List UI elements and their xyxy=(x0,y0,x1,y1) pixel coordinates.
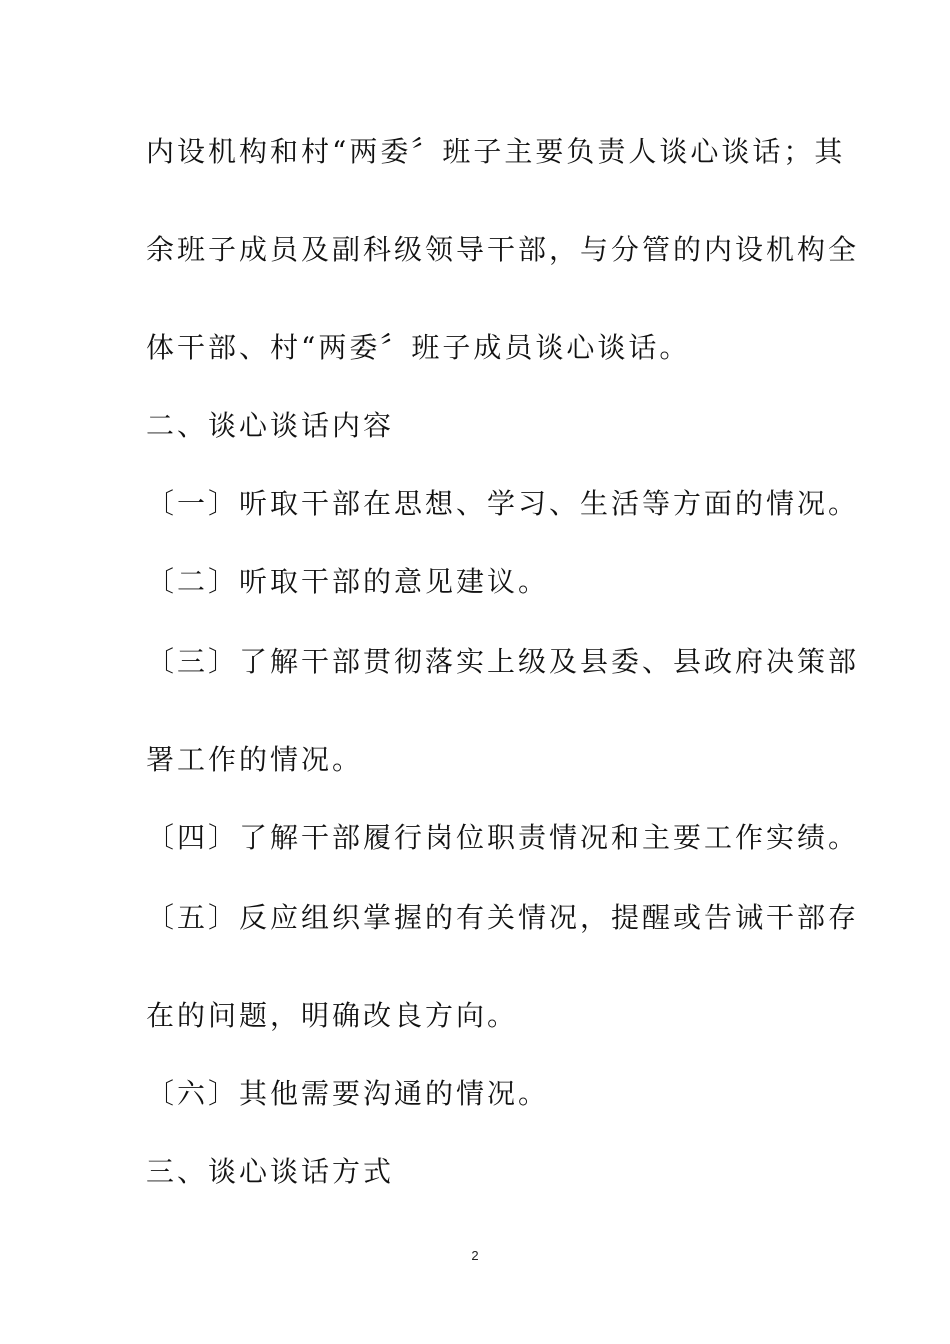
page-number: 2 xyxy=(471,1248,479,1263)
list-item: 〔五〕反应组织掌握的有关情况，提醒或告诫干部存 xyxy=(146,901,860,934)
list-item: 〔二〕听取干部的意见建议。 xyxy=(146,565,550,598)
list-item: 〔六〕其他需要沟通的情况。 xyxy=(146,1077,550,1110)
list-item: 〔一〕听取干部在思想、学习、生活等方面的情况。 xyxy=(146,487,860,520)
body-text-line: 内设机构和村“两委〞班子主要负责人谈心谈话；其 xyxy=(146,135,846,168)
body-text-line: 余班子成员及副科级领导干部，与分管的内设机构全 xyxy=(146,233,860,266)
section-heading: 三、谈心谈话方式 xyxy=(146,1155,395,1188)
list-item: 〔三〕了解干部贯彻落实上级及县委、县政府决策部 xyxy=(146,645,860,678)
body-text-line: 体干部、村“两委〞班子成员谈心谈话。 xyxy=(146,331,691,364)
section-heading: 二、谈心谈话内容 xyxy=(146,409,395,442)
list-item-continuation: 在的问题，明确改良方向。 xyxy=(146,999,519,1032)
list-item-continuation: 署工作的情况。 xyxy=(146,743,364,776)
list-item: 〔四〕了解干部履行岗位职责情况和主要工作实绩。 xyxy=(146,821,860,854)
